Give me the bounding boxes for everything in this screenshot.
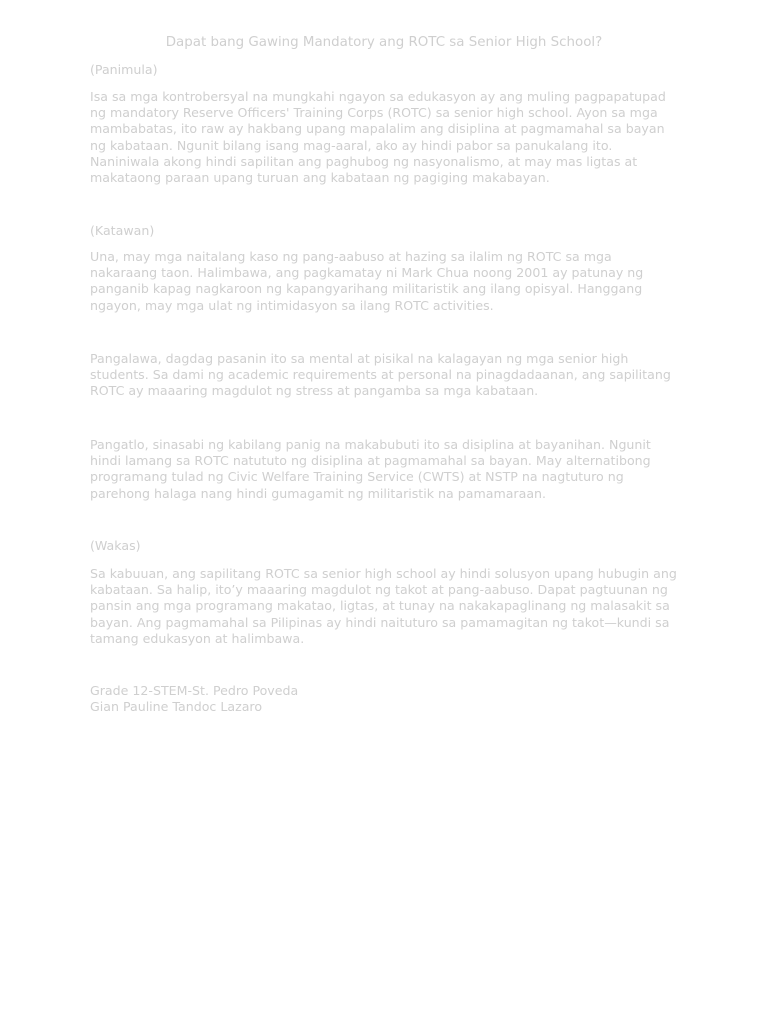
body-paragraph-3: Pangatlo, sinasabi ng kabilang panig na makabubuti ito sa disiplina at bayanihan. Ngunit hindi lamang sa ROTC natututo ng disiplina at pagmamahal sa bayan. May alternatibong programang tulad ng Civic Welfare Training Service (CWTS) at NSTP na nagtuturo ng parehong halaga nang hindi gumagamit ng militaristik na pamamaraan. [90,437,651,501]
conclusion-paragraph: Sa kabuuan, ang sapilitang ROTC sa senior high school ay hindi solusyon upang hubugin ang kabataan. Sa halip, ito’y maaaring magdulot ng takot at pang-aabuso. Dapat pagtuunan ng pansin ang mga programang makatao, ligtas, at tunay na nakakapaglinang ng malasakit sa bayan. Ang pagmamahal sa Pilipinas ay hindi naituturo sa pamamagitan ng takot—kundi sa tamang edukasyon at halimbawa. [90,566,677,646]
document-title: Dapat bang Gawing Mandatory ang ROTC sa Senior High School? [165,35,603,50]
intro-heading: (Panimula) [90,62,158,77]
author-section: Grade 12-STEM-St. Pedro Poveda [90,683,299,698]
conclusion-heading: (Wakas) [90,538,141,553]
intro-paragraph: Isa sa mga kontrobersyal na mungkahi ngayon sa edukasyon ay ang muling pagpapatupad ng mandatory Reserve Officers' Training Corps (ROTC) sa senior high school. Ayon sa mga mambabatas, ito raw ay hakbang upang mapalalim ang disiplina at pagmamahal sa bayan ng kabataan. Ngunit bilang isang mag-aaral, ako ay hindi pabor sa panukalang ito. Naniniwala akong hindi sapilitan ang paghubog ng nasyonalismo, at may mas ligtas at makataong paraan upang turuan ang kabataan ng pagiging makabayan. [90,89,666,186]
author-name: Gian Pauline Tandoc Lazaro [90,699,263,714]
body-paragraph-1: Una, may mga naitalang kaso ng pang-aabuso at hazing sa ilalim ng ROTC sa mga nakaraang taon. Halimbawa, ang pagkamatay ni Mark Chua noong 2001 ay patunay ng panganib kapag nagkaroon ng kapangyarihang militaristik ang ilang opisyal. Hanggang ngayon, may mga ulat ng intimidasyon sa ilang ROTC activities. [90,249,644,313]
body-paragraph-2: Pangalawa, dagdag pasanin ito sa mental at pisikal na kalagayan ng mga senior high students. Sa dami ng academic requirements at personal na pinagdadaanan, ang sapilitang ROTC ay maaaring magdulot ng stress at pangamba sa mga kabataan. [90,351,671,399]
body-heading: (Katawan) [90,223,155,238]
